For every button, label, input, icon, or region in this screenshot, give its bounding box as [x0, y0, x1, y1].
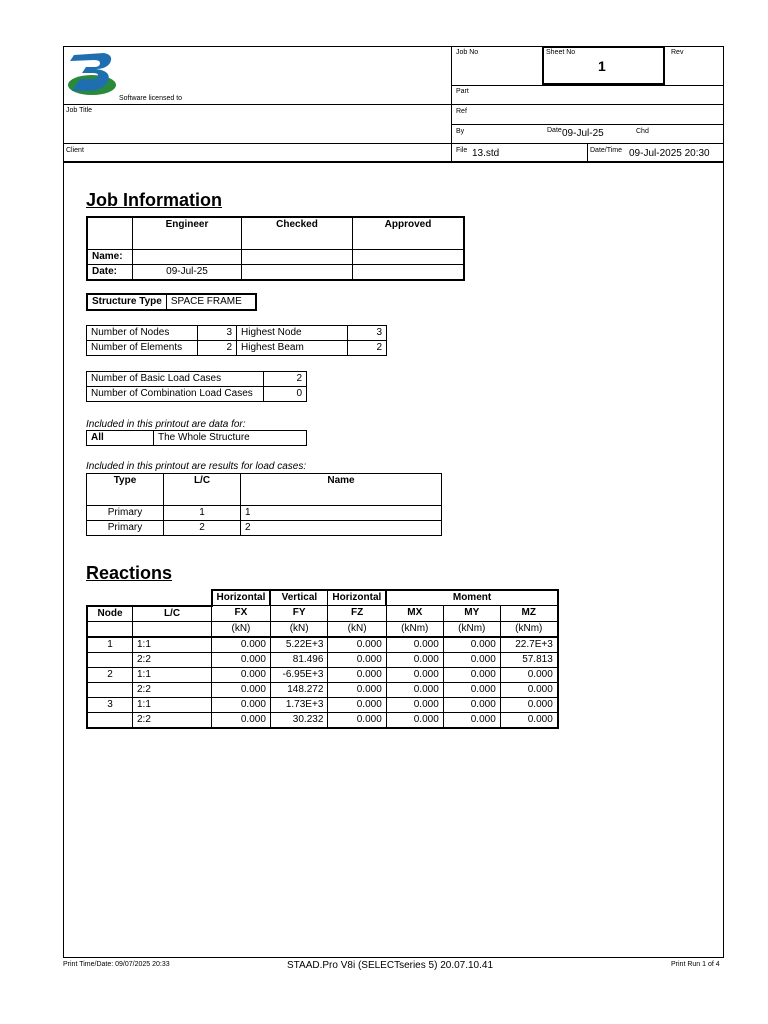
fz-cell: 0.000 — [328, 682, 386, 697]
node-cell — [87, 712, 133, 728]
lc-name-header: Name — [241, 474, 442, 506]
table-row — [87, 637, 558, 653]
mx-cell: 0.000 — [386, 667, 443, 682]
highest-node-label: Highest Node — [237, 326, 348, 341]
mz-unit: (kNm) — [500, 621, 558, 637]
reactions-blank-cell — [87, 590, 212, 606]
mz-cell: 22.7E+3 — [500, 637, 558, 653]
software-version: STAAD.Pro V8i (SELECTseries 5) 20.07.10.41 — [287, 960, 494, 971]
fz-cell: 0.000 — [328, 667, 386, 682]
units-blank-cell — [87, 621, 133, 637]
client-label: Client — [66, 147, 84, 154]
data-for-value: The Whole Structure — [154, 431, 307, 446]
lc-cell: 2:2 — [133, 712, 212, 728]
mz-cell: 0.000 — [500, 712, 558, 728]
lc-name-cell: 2 — [241, 521, 442, 536]
node-cell: 3 — [87, 697, 133, 712]
structure-type-label: Structure Type — [87, 294, 166, 310]
fx-cell: 0.000 — [212, 697, 271, 712]
mx-cell: 0.000 — [386, 652, 443, 667]
part-label: Part — [456, 88, 469, 95]
header-divider — [451, 85, 724, 86]
lc-cell: 1:1 — [133, 667, 212, 682]
header-divider — [63, 143, 724, 144]
load-case-table — [86, 473, 442, 536]
basic-lc-label: Number of Basic Load Cases — [87, 372, 264, 387]
table-row — [87, 667, 558, 682]
nodes-value: 3 — [198, 326, 237, 341]
date-label: Date — [547, 127, 562, 134]
nodes-elements-table — [86, 325, 387, 356]
units-blank-cell — [133, 621, 212, 637]
fy-cell: -6.95E+3 — [270, 667, 328, 682]
datetime-label: Date/Time — [590, 147, 623, 154]
node-cell: 2 — [87, 667, 133, 682]
chd-label: Chd — [636, 128, 649, 135]
mx-cell: 0.000 — [386, 712, 443, 728]
file-value: 13.std — [472, 148, 500, 159]
engineer-header: Engineer — [133, 217, 242, 250]
nodes-label: Number of Nodes — [87, 326, 198, 341]
mz-cell: 0.000 — [500, 682, 558, 697]
lc-type-header: Type — [87, 474, 164, 506]
highest-beam-value: 2 — [348, 341, 387, 356]
header-divider — [587, 143, 588, 161]
name-row-label: Name: — [87, 250, 133, 265]
job-title-label: Job Title — [66, 107, 93, 114]
fx-header: FX — [212, 606, 271, 622]
mx-cell: 0.000 — [386, 697, 443, 712]
my-cell: 0.000 — [443, 682, 500, 697]
sheet-no-value: 1 — [598, 58, 606, 74]
structure-type-value: SPACE FRAME — [166, 294, 256, 310]
fx-cell: 0.000 — [212, 652, 271, 667]
my-cell: 0.000 — [443, 667, 500, 682]
data-for-caption: Included in this printout are data for: — [86, 419, 246, 430]
mx-header: MX — [386, 606, 443, 622]
fx-group-header: Horizontal — [212, 590, 271, 606]
fz-cell: 0.000 — [328, 697, 386, 712]
moment-group-header: Moment — [386, 590, 558, 606]
approval-table — [86, 216, 465, 281]
fy-group-header: Vertical — [270, 590, 328, 606]
fx-cell: 0.000 — [212, 682, 271, 697]
table-row — [87, 652, 558, 667]
header-divider — [63, 104, 724, 105]
fy-unit: (kN) — [270, 621, 328, 637]
by-label: By — [456, 128, 465, 135]
file-label: File — [456, 147, 468, 154]
header-bottom-rule — [63, 161, 724, 163]
reactions-table — [86, 589, 559, 729]
fy-cell: 30.232 — [270, 712, 328, 728]
mz-cell: 0.000 — [500, 667, 558, 682]
fy-cell: 81.496 — [270, 652, 328, 667]
fz-unit: (kN) — [328, 621, 386, 637]
table-row — [87, 697, 558, 712]
elements-value: 2 — [198, 341, 237, 356]
lc-cell: 2:2 — [133, 652, 212, 667]
results-caption: Included in this printout are results for load cases: — [86, 461, 307, 472]
date-approved-cell — [353, 265, 465, 281]
my-cell: 0.000 — [443, 712, 500, 728]
mx-cell: 0.000 — [386, 637, 443, 653]
basic-lc-value: 2 — [264, 372, 307, 387]
datetime-value: 09-Jul-2025 20:30 — [629, 148, 710, 159]
node-header: Node — [87, 606, 133, 622]
lc-cell: 1:1 — [133, 697, 212, 712]
print-time: Print Time/Date: 09/07/2025 20:33 — [63, 961, 170, 968]
fy-header: FY — [270, 606, 328, 622]
lc-number-cell: 1 — [164, 506, 241, 521]
fx-cell: 0.000 — [212, 667, 271, 682]
mx-unit: (kNm) — [386, 621, 443, 637]
ref-label: Ref — [456, 108, 467, 115]
name-checked-cell — [242, 250, 353, 265]
fx-unit: (kN) — [212, 621, 271, 637]
fz-header: FZ — [328, 606, 386, 622]
lc-name-cell: 1 — [241, 506, 442, 521]
rev-label: Rev — [671, 49, 684, 56]
table-row — [87, 712, 558, 728]
print-run: Print Run 1 of 4 — [671, 961, 720, 968]
my-cell: 0.000 — [443, 652, 500, 667]
fz-cell: 0.000 — [328, 652, 386, 667]
fx-cell: 0.000 — [212, 712, 271, 728]
header-divider — [451, 46, 452, 162]
fy-cell: 1.73E+3 — [270, 697, 328, 712]
job-information-heading: Job Information — [86, 190, 222, 210]
fy-cell: 148.272 — [270, 682, 328, 697]
structure-type-table — [86, 293, 257, 311]
lc-cell: 1:1 — [133, 637, 212, 653]
mz-cell: 57.813 — [500, 652, 558, 667]
reactions-heading: Reactions — [86, 563, 173, 583]
fx-cell: 0.000 — [212, 637, 271, 653]
name-approved-cell — [353, 250, 465, 265]
data-for-key: All — [87, 431, 154, 446]
fz-group-header: Horizontal — [328, 590, 386, 606]
mx-cell: 0.000 — [386, 682, 443, 697]
lc-cell: 2:2 — [133, 682, 212, 697]
combo-lc-label: Number of Combination Load Cases — [87, 387, 264, 402]
bentley-logo — [66, 49, 118, 101]
date-row-label: Date: — [87, 265, 133, 281]
sheet-no-label: Sheet No — [546, 49, 576, 56]
fz-cell: 0.000 — [328, 712, 386, 728]
header-divider — [451, 124, 724, 125]
date-engineer-cell: 09-Jul-25 — [133, 265, 242, 281]
approval-corner-cell — [87, 217, 133, 250]
node-cell: 1 — [87, 637, 133, 653]
software-licensed-label: Software licensed to — [119, 95, 183, 102]
elements-label: Number of Elements — [87, 341, 198, 356]
date-value: 09-Jul-25 — [562, 128, 604, 139]
mz-header: MZ — [500, 606, 558, 622]
lc-header: L/C — [133, 606, 212, 622]
data-for-table — [86, 430, 307, 446]
node-cell — [87, 682, 133, 697]
node-cell — [87, 652, 133, 667]
lc-number-cell: 2 — [164, 521, 241, 536]
highest-node-value: 3 — [348, 326, 387, 341]
checked-header: Checked — [242, 217, 353, 250]
table-row — [87, 506, 442, 521]
job-no-label: Job No — [456, 49, 479, 56]
combo-lc-value: 0 — [264, 387, 307, 402]
my-cell: 0.000 — [443, 697, 500, 712]
my-cell: 0.000 — [443, 637, 500, 653]
mz-cell: 0.000 — [500, 697, 558, 712]
name-engineer-cell — [133, 250, 242, 265]
table-row — [87, 682, 558, 697]
date-checked-cell — [242, 265, 353, 281]
load-case-count-table — [86, 371, 307, 402]
highest-beam-label: Highest Beam — [237, 341, 348, 356]
lc-type-cell: Primary — [87, 506, 164, 521]
fy-cell: 5.22E+3 — [270, 637, 328, 653]
fz-cell: 0.000 — [328, 637, 386, 653]
my-header: MY — [443, 606, 500, 622]
my-unit: (kNm) — [443, 621, 500, 637]
approved-header: Approved — [353, 217, 465, 250]
table-row — [87, 521, 442, 536]
lc-number-header: L/C — [164, 474, 241, 506]
lc-type-cell: Primary — [87, 521, 164, 536]
